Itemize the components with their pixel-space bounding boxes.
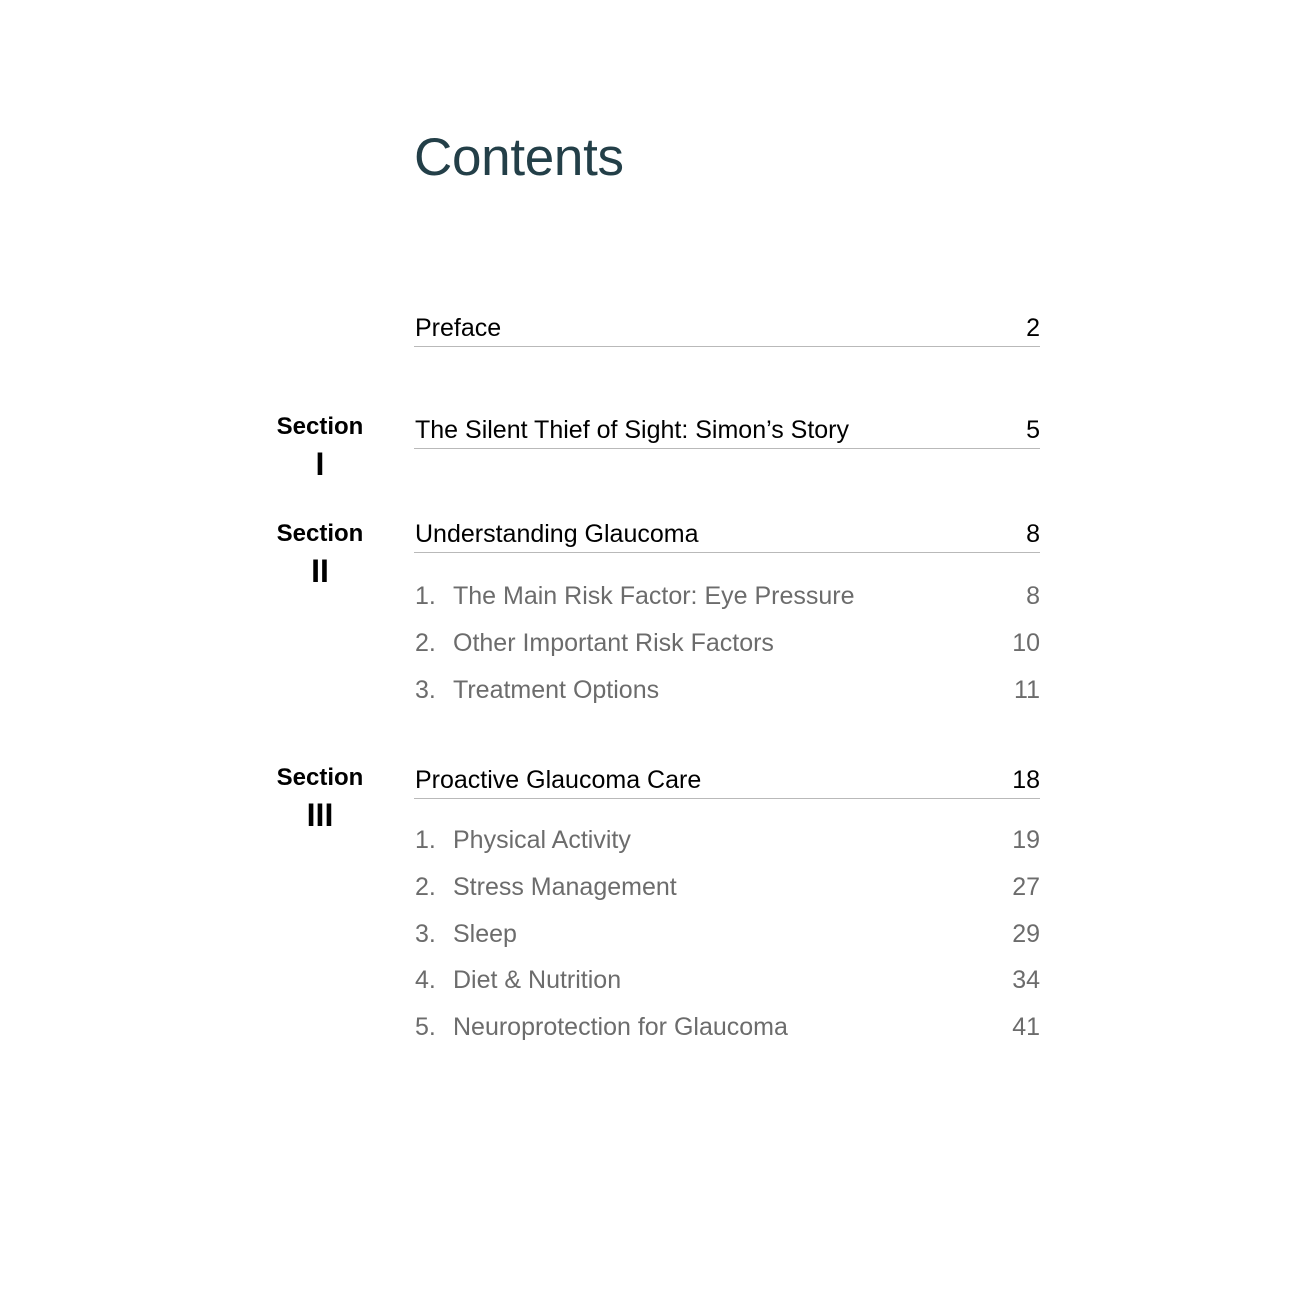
subentry-page-number: 8 [1026, 582, 1040, 610]
section-marker-2 [262, 519, 378, 593]
toc-entry-page-number: 18 [1012, 766, 1040, 794]
subentry-number: 3. [415, 676, 436, 704]
toc-entry-label: Understanding Glaucoma [415, 520, 699, 548]
subentry-number: 4. [415, 966, 436, 994]
toc-entry-label: Preface [415, 314, 502, 342]
toc-entry-label: The Silent Thief of Sight: Simon’s Story [415, 416, 850, 444]
subentry-label: Neuroprotection for Glaucoma [453, 1013, 788, 1041]
toc-entry-page-number: 5 [1026, 416, 1040, 444]
toc-subentry[interactable] [414, 579, 1040, 613]
toc-entry-page-number: 2 [1026, 314, 1040, 342]
subentry-page-number: 11 [1014, 676, 1040, 704]
toc-entry-page-number: 8 [1026, 520, 1040, 548]
toc-entry-preface[interactable] [414, 306, 1040, 347]
section-marker-3 [262, 763, 378, 837]
section-word: Section [276, 764, 364, 791]
section-word: Section [276, 413, 364, 440]
subentry-page-number: 34 [1012, 966, 1040, 994]
toc-entry-section-2[interactable] [414, 512, 1040, 553]
subentry-page-number: 27 [1012, 873, 1040, 901]
subentry-label: Physical Activity [453, 826, 631, 854]
toc-subentry[interactable] [414, 963, 1040, 997]
page-title: Contents [414, 128, 624, 187]
subentry-page-number: 41 [1012, 1013, 1040, 1041]
subentry-label: Sleep [453, 920, 517, 948]
section-marker-1 [262, 412, 378, 486]
section-word: Section [276, 520, 364, 547]
subentry-label: Diet & Nutrition [453, 966, 622, 994]
toc-subentry[interactable] [414, 626, 1040, 660]
subentry-label: The Main Risk Factor: Eye Pressure [453, 582, 855, 610]
section-numeral: I [315, 446, 325, 482]
subentry-number: 2. [415, 873, 436, 901]
toc-subentry[interactable] [414, 870, 1040, 904]
subentry-number: 3. [415, 920, 436, 948]
toc-entry-section-1[interactable] [414, 408, 1040, 449]
toc-subentry[interactable] [414, 917, 1040, 951]
toc-entry-label: Proactive Glaucoma Care [415, 766, 702, 794]
subentry-page-number: 10 [1012, 629, 1040, 657]
toc-subentry[interactable] [414, 823, 1040, 857]
toc-subentry[interactable] [414, 673, 1040, 707]
subentry-label: Other Important Risk Factors [453, 629, 774, 657]
subentry-number: 5. [415, 1013, 436, 1041]
subentry-number: 2. [415, 629, 436, 657]
subentry-page-number: 19 [1012, 826, 1040, 854]
toc-entry-section-3[interactable] [414, 758, 1040, 799]
subentry-label: Stress Management [453, 873, 677, 901]
section-numeral: III [306, 797, 334, 833]
subentry-label: Treatment Options [453, 676, 660, 704]
subentry-number: 1. [415, 582, 436, 610]
toc-subentry[interactable] [414, 1010, 1040, 1044]
subentry-number: 1. [415, 826, 436, 854]
section-numeral: II [311, 553, 329, 589]
subentry-page-number: 29 [1012, 920, 1040, 948]
